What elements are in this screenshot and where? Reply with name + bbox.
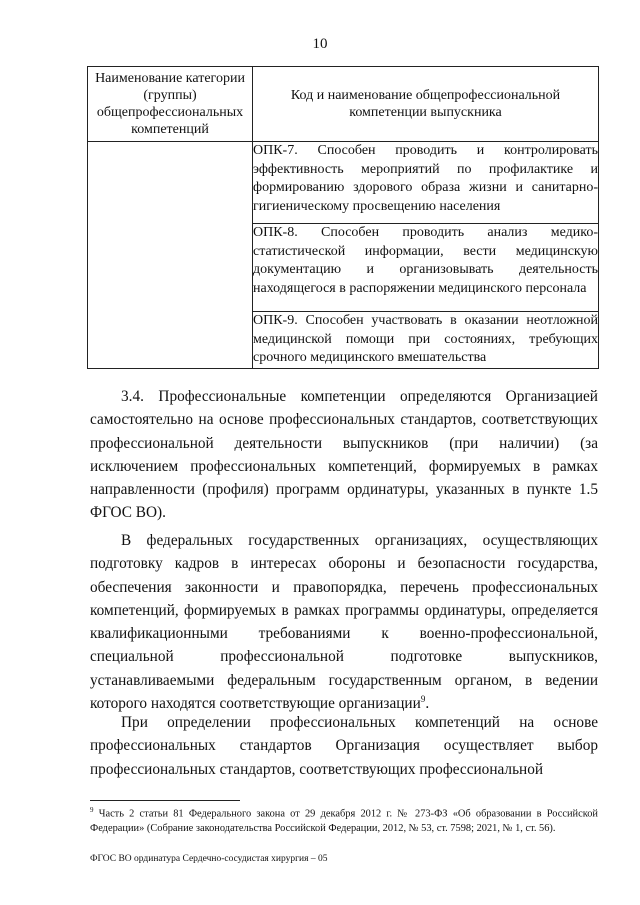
paragraph-professional-standards: При определении профессиональных компетенций на основе профессиональных стандартов Организация осуществляет выбор профессиональных стандартов, соответствующих профессиональной <box>90 714 598 778</box>
footnote-number: 9 <box>90 806 94 814</box>
paragraph-federal-text: В федеральных государственных организациях, осуществляющих подготовку кадров в интересах обороны и безопасности государства, обеспечения законности и правопорядка, перечень профессиональных компетенций, формируемых в рамках программы ординатуры, определяется квалификационными требованиями к военно-профессиональной, специальной профессиональной подготовке выпускников, устанавливаемыми федеральным государственным органом, в ведении которого находятся соответствующие организации <box>90 532 598 713</box>
competence-opk8: ОПК-8. Способен проводить анализ медико-статистической информации, вести медицинскую документацию и организовывать деятельность находящегося в распоряжении медицинского персонала <box>253 224 599 312</box>
paragraph-3-4: 3.4. Профессиональные компетенции определяются Организацией самостоятельно на основе профессиональных стандартов, соответствующих профессиональной деятельности выпускников (при наличии) (за исключением профессиональных компетенций, формируемых в рамках направленности (профиля) программ ординатуры, указанных в пункте 1.5 ФГОС ВО). <box>90 388 598 522</box>
competencies-table <box>87 66 599 369</box>
competence-opk7: ОПК-7. Способен проводить и контролировать эффективность мероприятий по профилактике и формированию здорового образа жизни и санитарно-гигиеническому просвещению населения <box>253 142 599 224</box>
header-category: Наименование категории (группы) общепрофессиональных компетенций <box>88 67 253 142</box>
table-header-row <box>88 67 599 142</box>
table-row <box>88 142 599 224</box>
document-footer: ФГОС ВО ординатура Сердечно-сосудистая хирургия – 05 <box>90 854 328 864</box>
category-cell-empty <box>88 142 253 369</box>
page-number: 10 <box>312 36 328 52</box>
header-competence: Код и наименование общепрофессиональной компетенции выпускника <box>253 67 599 142</box>
footnote-reference[interactable]: 9 <box>420 693 426 704</box>
footnote-text: Часть 2 статьи 81 Федерального закона от 29 декабря 2012 г. № 273-ФЗ «Об образовании в Российской Федерации» (Собрание законодательства Российской Федерации, 2012, № 53, ст. 7598; 2021, № 1, ст. 56). <box>90 808 598 835</box>
paragraph-federal-end: . <box>425 695 430 713</box>
footnote <box>90 803 598 836</box>
footnote-divider <box>90 800 240 801</box>
competence-opk9: ОПК-9. Способен участвовать в оказании неотложной медицинской помощи при состояниях, требующих срочного медицинского вмешательства <box>253 312 599 369</box>
paragraph-federal-organizations <box>90 529 598 715</box>
